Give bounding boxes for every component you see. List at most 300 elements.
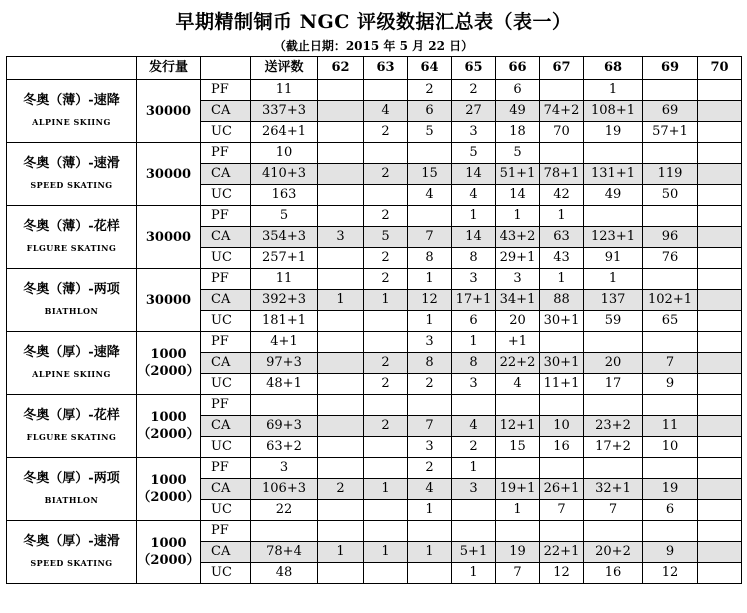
count-cell (318, 353, 364, 374)
count-cell (698, 353, 742, 374)
coin-name-cn: 冬奥（厚）-速降 (23, 344, 120, 360)
count-cell: 11 (251, 269, 318, 290)
count-cell (364, 185, 408, 206)
count-cell: 106+3 (251, 479, 318, 500)
table-row (7, 521, 742, 542)
grading-table (6, 56, 742, 584)
count-cell (364, 563, 408, 584)
count-cell (643, 143, 698, 164)
count-cell (251, 395, 318, 416)
count-cell: 19 (643, 479, 698, 500)
count-cell (318, 311, 364, 332)
count-cell: 32+1 (584, 479, 643, 500)
count-cell (643, 332, 698, 353)
issue-value: （2000） (137, 490, 200, 505)
count-cell (318, 395, 364, 416)
count-cell: 2 (408, 80, 452, 101)
count-cell (408, 395, 452, 416)
grade-label: UC (201, 311, 251, 332)
count-cell: 4 (364, 101, 408, 122)
grade-label: CA (201, 101, 251, 122)
count-cell: 7 (643, 353, 698, 374)
count-cell: 69+3 (251, 416, 318, 437)
count-cell (584, 521, 643, 542)
count-cell (698, 290, 742, 311)
count-cell: 1 (540, 269, 584, 290)
count-cell: 1 (496, 206, 540, 227)
count-cell (452, 395, 496, 416)
coin-name-en: ALPINE SKIING (32, 368, 111, 379)
count-cell: 14 (452, 227, 496, 248)
column-header: 70 (698, 57, 742, 80)
count-cell (698, 542, 742, 563)
count-cell: 43+2 (496, 227, 540, 248)
issue-value: （2000） (137, 427, 200, 442)
grade-label: PF (201, 143, 251, 164)
count-cell: 9 (643, 542, 698, 563)
count-cell: 11 (251, 80, 318, 101)
count-cell: 2 (364, 164, 408, 185)
column-header: 67 (540, 57, 584, 80)
count-cell (318, 101, 364, 122)
count-cell: 34+1 (496, 290, 540, 311)
count-cell: 3 (452, 122, 496, 143)
count-cell: 10 (540, 416, 584, 437)
count-cell (318, 374, 364, 395)
count-cell: 1 (452, 563, 496, 584)
count-cell (643, 395, 698, 416)
count-cell (540, 458, 584, 479)
count-cell (698, 458, 742, 479)
column-header: 发行量 (137, 57, 201, 80)
count-cell: 119 (643, 164, 698, 185)
count-cell (318, 521, 364, 542)
count-cell: 5+1 (452, 542, 496, 563)
count-cell: 91 (584, 248, 643, 269)
count-cell (698, 101, 742, 122)
count-cell (698, 332, 742, 353)
count-cell: 20 (584, 353, 643, 374)
count-cell: 17+2 (584, 437, 643, 458)
count-cell: 16 (540, 437, 584, 458)
count-cell (698, 521, 742, 542)
count-cell: 19 (496, 542, 540, 563)
count-cell (318, 248, 364, 269)
count-cell: 49 (584, 185, 643, 206)
count-cell: 20+2 (584, 542, 643, 563)
count-cell: 6 (643, 500, 698, 521)
count-cell: 49 (496, 101, 540, 122)
count-cell (698, 416, 742, 437)
count-cell: 11 (643, 416, 698, 437)
coin-name (7, 206, 137, 269)
count-cell: 257+1 (251, 248, 318, 269)
count-cell: 78+1 (540, 164, 584, 185)
count-cell: 5 (251, 206, 318, 227)
count-cell: 392+3 (251, 290, 318, 311)
count-cell (540, 332, 584, 353)
count-cell: 12+1 (496, 416, 540, 437)
count-cell: 27 (452, 101, 496, 122)
count-cell (318, 164, 364, 185)
grade-label: UC (201, 248, 251, 269)
count-cell: 4 (452, 416, 496, 437)
count-cell (251, 521, 318, 542)
count-cell: 14 (496, 185, 540, 206)
count-cell: 16 (584, 563, 643, 584)
count-cell (318, 416, 364, 437)
issue-quantity (137, 521, 201, 584)
count-cell: 6 (496, 80, 540, 101)
count-cell (698, 164, 742, 185)
page-subtitle: （截止日期：2015 年 5 月 22 日） (273, 39, 474, 53)
grade-label: CA (201, 542, 251, 563)
issue-value: 30000 (145, 166, 192, 182)
count-cell (408, 206, 452, 227)
coin-name-cn: 冬奥（薄）-花样 (23, 218, 120, 234)
count-cell: 1 (584, 269, 643, 290)
count-cell: 181+1 (251, 311, 318, 332)
count-cell (318, 500, 364, 521)
count-cell: 3 (318, 227, 364, 248)
count-cell: 1 (540, 206, 584, 227)
count-cell: 12 (408, 290, 452, 311)
grade-label: UC (201, 122, 251, 143)
count-cell: 2 (364, 416, 408, 437)
count-cell: 69 (643, 101, 698, 122)
count-cell (364, 143, 408, 164)
column-header: 送评数 (251, 57, 318, 80)
count-cell: 26+1 (540, 479, 584, 500)
count-cell: 5 (408, 122, 452, 143)
count-cell: 2 (452, 80, 496, 101)
coin-name (7, 80, 137, 143)
count-cell: 3 (452, 479, 496, 500)
count-cell: 6 (452, 311, 496, 332)
count-cell: 2 (364, 353, 408, 374)
count-cell: 29+1 (496, 248, 540, 269)
issue-quantity (137, 395, 201, 458)
issue-value: 30000 (145, 292, 192, 308)
table-row (7, 206, 742, 227)
count-cell (540, 395, 584, 416)
count-cell: 4 (496, 374, 540, 395)
count-cell (452, 521, 496, 542)
count-cell: 123+1 (584, 227, 643, 248)
count-cell: 5 (364, 227, 408, 248)
count-cell (408, 563, 452, 584)
count-cell: 264+1 (251, 122, 318, 143)
count-cell (643, 206, 698, 227)
count-cell (584, 395, 643, 416)
count-cell (698, 227, 742, 248)
grade-label: CA (201, 353, 251, 374)
issue-quantity (137, 206, 201, 269)
count-cell: 1 (318, 542, 364, 563)
count-cell (698, 437, 742, 458)
column-header: 64 (408, 57, 452, 80)
issue-value: 1000 (150, 536, 187, 551)
count-cell: 3 (496, 269, 540, 290)
count-cell: 63 (540, 227, 584, 248)
coin-name (7, 143, 137, 206)
issue-quantity (137, 332, 201, 395)
grade-label: UC (201, 185, 251, 206)
count-cell: 8 (452, 248, 496, 269)
count-cell (584, 332, 643, 353)
count-cell (698, 206, 742, 227)
grade-label: PF (201, 521, 251, 542)
issue-value: 30000 (145, 229, 192, 245)
column-header: 65 (452, 57, 496, 80)
issue-quantity (137, 458, 201, 521)
count-cell: 7 (584, 500, 643, 521)
issue-value: （2000） (137, 553, 200, 568)
count-cell: 1 (408, 311, 452, 332)
count-cell (318, 437, 364, 458)
count-cell: 4 (408, 479, 452, 500)
count-cell: 59 (584, 311, 643, 332)
count-cell: 48 (251, 563, 318, 584)
coin-name (7, 521, 137, 584)
count-cell (540, 521, 584, 542)
count-cell (318, 458, 364, 479)
count-cell: 163 (251, 185, 318, 206)
coin-name-en: BIATHLON (44, 494, 99, 505)
count-cell: 2 (364, 269, 408, 290)
coin-name (7, 395, 137, 458)
column-header: 63 (364, 57, 408, 80)
count-cell: 76 (643, 248, 698, 269)
count-cell (698, 143, 742, 164)
count-cell: 4 (408, 185, 452, 206)
count-cell: 1 (408, 269, 452, 290)
count-cell: 2 (408, 458, 452, 479)
count-cell: 410+3 (251, 164, 318, 185)
count-cell: 10 (643, 437, 698, 458)
table-row (7, 332, 742, 353)
grade-label: CA (201, 164, 251, 185)
count-cell: 102+1 (643, 290, 698, 311)
count-cell: 1 (452, 206, 496, 227)
grade-label: PF (201, 332, 251, 353)
count-cell (364, 395, 408, 416)
count-cell (643, 521, 698, 542)
count-cell (540, 80, 584, 101)
count-cell: 1 (318, 290, 364, 311)
count-cell: 1 (452, 458, 496, 479)
coin-name-en: FLGURE SKATING (26, 431, 117, 442)
count-cell: 131+1 (584, 164, 643, 185)
table-row (7, 269, 742, 290)
grade-label: CA (201, 416, 251, 437)
issue-quantity (137, 143, 201, 206)
column-header (7, 57, 137, 80)
column-header: 69 (643, 57, 698, 80)
count-cell (496, 458, 540, 479)
coin-name-en: SPEED SKATING (30, 179, 113, 190)
header-row (7, 57, 742, 80)
column-header: 62 (318, 57, 364, 80)
count-cell: 1 (452, 332, 496, 353)
count-cell (698, 563, 742, 584)
count-cell: 8 (408, 248, 452, 269)
grade-label: UC (201, 563, 251, 584)
count-cell: 4+1 (251, 332, 318, 353)
count-cell (364, 311, 408, 332)
count-cell: 8 (452, 353, 496, 374)
count-cell: 11+1 (540, 374, 584, 395)
issue-value: 1000 (150, 347, 187, 362)
count-cell: 7 (408, 416, 452, 437)
count-cell: 43 (540, 248, 584, 269)
count-cell: 1 (496, 500, 540, 521)
count-cell: 2 (364, 374, 408, 395)
count-cell (364, 332, 408, 353)
count-cell (698, 122, 742, 143)
count-cell: 7 (496, 563, 540, 584)
count-cell: 12 (643, 563, 698, 584)
count-cell: 1 (364, 542, 408, 563)
count-cell: 2 (364, 206, 408, 227)
count-cell: 18 (496, 122, 540, 143)
count-cell (318, 332, 364, 353)
count-cell: 3 (452, 374, 496, 395)
count-cell: 97+3 (251, 353, 318, 374)
coin-name (7, 458, 137, 521)
count-cell: 6 (408, 101, 452, 122)
count-cell: 1 (408, 542, 452, 563)
count-cell: 96 (643, 227, 698, 248)
grade-label: PF (201, 80, 251, 101)
grade-label: UC (201, 437, 251, 458)
coin-name-en: ALPINE SKIING (32, 116, 111, 127)
count-cell: 88 (540, 290, 584, 311)
table-row (7, 143, 742, 164)
grade-label: CA (201, 290, 251, 311)
count-cell: 20 (496, 311, 540, 332)
count-cell: 78+4 (251, 542, 318, 563)
count-cell: 8 (408, 353, 452, 374)
count-cell: 2 (408, 374, 452, 395)
count-cell (452, 500, 496, 521)
count-cell (698, 269, 742, 290)
table-row (7, 395, 742, 416)
issue-value: 1000 (150, 473, 187, 488)
count-cell (364, 521, 408, 542)
count-cell (584, 458, 643, 479)
grade-label: UC (201, 374, 251, 395)
count-cell (364, 80, 408, 101)
count-cell (318, 80, 364, 101)
count-cell: 2 (318, 479, 364, 500)
issue-value: 30000 (145, 103, 192, 119)
coin-name-cn: 冬奥（薄）-速滑 (23, 155, 120, 171)
count-cell (496, 521, 540, 542)
coin-name-cn: 冬奥（厚）-两项 (23, 470, 120, 486)
count-cell: 9 (643, 374, 698, 395)
coin-name-cn: 冬奥（厚）-花样 (23, 407, 120, 423)
count-cell: 2 (364, 122, 408, 143)
grade-label: PF (201, 395, 251, 416)
count-cell: 2 (364, 248, 408, 269)
count-cell: 7 (408, 227, 452, 248)
count-cell: 65 (643, 311, 698, 332)
issue-value: （2000） (137, 364, 200, 379)
count-cell: 3 (408, 332, 452, 353)
count-cell: 70 (540, 122, 584, 143)
count-cell (698, 80, 742, 101)
issue-quantity (137, 80, 201, 143)
count-cell (318, 563, 364, 584)
count-cell (698, 374, 742, 395)
count-cell (318, 269, 364, 290)
coin-name-cn: 冬奥（厚）-速滑 (23, 533, 120, 549)
count-cell (496, 395, 540, 416)
count-cell (698, 479, 742, 500)
count-cell: 3 (251, 458, 318, 479)
grade-label: CA (201, 479, 251, 500)
column-header: 66 (496, 57, 540, 80)
issue-quantity (137, 269, 201, 332)
count-cell: 1 (584, 80, 643, 101)
count-cell (318, 185, 364, 206)
count-cell: 2 (452, 437, 496, 458)
count-cell (364, 500, 408, 521)
count-cell (643, 269, 698, 290)
count-cell (318, 122, 364, 143)
count-cell: 5 (496, 143, 540, 164)
coin-name-cn: 冬奥（薄）-两项 (23, 281, 120, 297)
count-cell (698, 185, 742, 206)
count-cell: 3 (452, 269, 496, 290)
count-cell: 14 (452, 164, 496, 185)
grade-label: PF (201, 458, 251, 479)
count-cell: 63+2 (251, 437, 318, 458)
count-cell (364, 437, 408, 458)
count-cell: 42 (540, 185, 584, 206)
grade-label: PF (201, 206, 251, 227)
count-cell: 12 (540, 563, 584, 584)
column-header (201, 57, 251, 80)
count-cell: 17+1 (452, 290, 496, 311)
count-cell: 5 (452, 143, 496, 164)
count-cell (643, 80, 698, 101)
count-cell (318, 206, 364, 227)
count-cell (408, 521, 452, 542)
count-cell (698, 248, 742, 269)
count-cell (318, 143, 364, 164)
column-header: 68 (584, 57, 643, 80)
count-cell: 23+2 (584, 416, 643, 437)
count-cell (584, 206, 643, 227)
coin-name-en: BIATHLON (44, 305, 99, 316)
count-cell: 22 (251, 500, 318, 521)
grade-label: UC (201, 500, 251, 521)
coin-name-en: FLGURE SKATING (26, 242, 117, 253)
grade-label: PF (201, 269, 251, 290)
grade-label: CA (201, 227, 251, 248)
coin-name-cn: 冬奥（薄）-速降 (23, 92, 120, 108)
count-cell: 137 (584, 290, 643, 311)
page-title: 早期精制铜币 NGC 评级数据汇总表（表一） (175, 11, 572, 33)
count-cell: 10 (251, 143, 318, 164)
count-cell: 74+2 (540, 101, 584, 122)
count-cell: 30+1 (540, 353, 584, 374)
count-cell (698, 500, 742, 521)
count-cell (698, 311, 742, 332)
table-row (7, 458, 742, 479)
